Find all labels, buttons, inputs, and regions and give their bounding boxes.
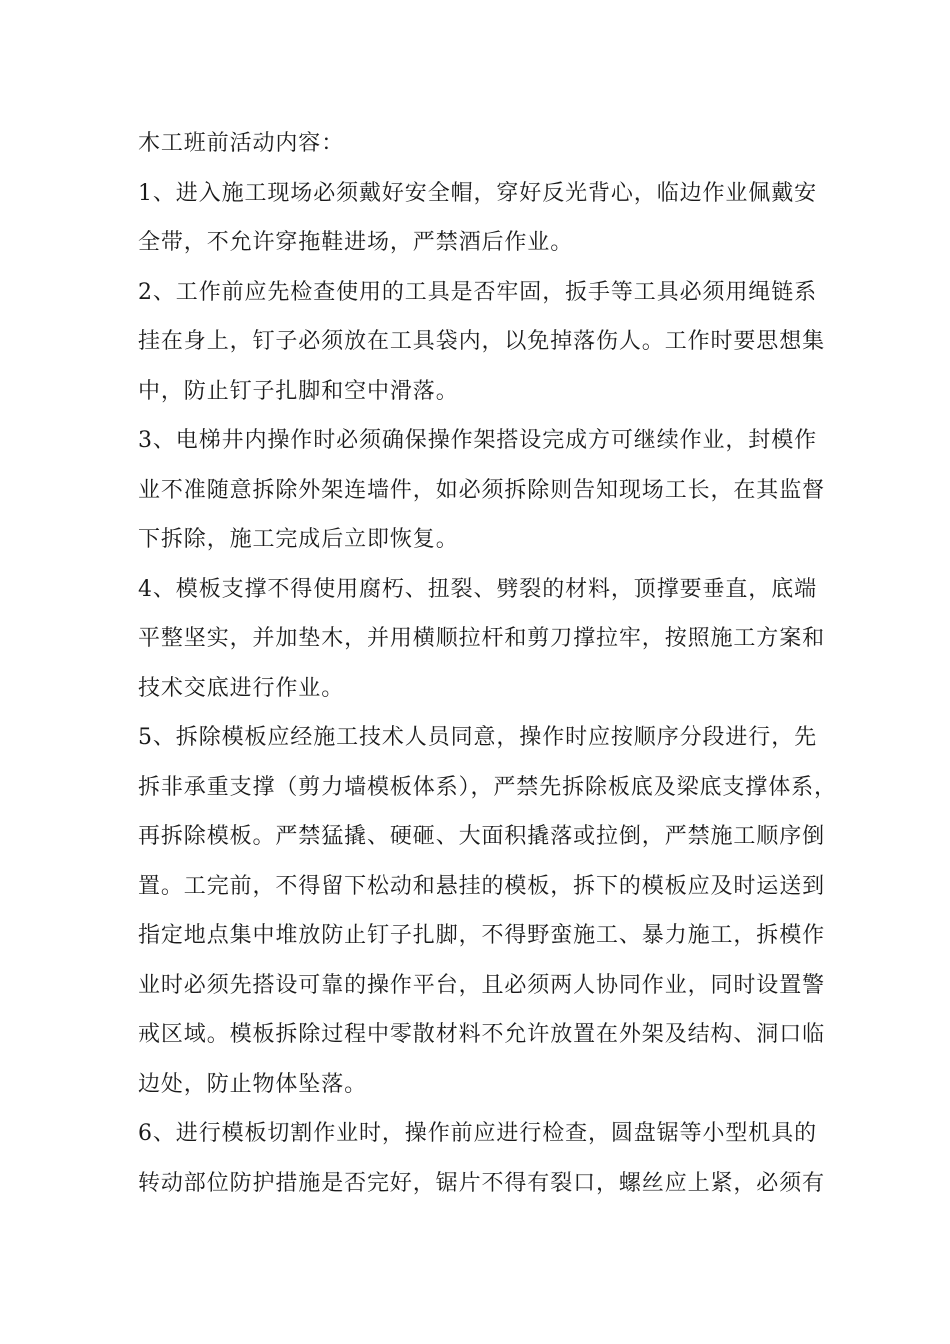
text-line: 戒区域。模板拆除过程中零散材料不允许放置在外架及结构、洞口临 xyxy=(138,1022,826,1047)
text-line: 中，防止钉子扎脚和空中滑落。 xyxy=(138,378,459,404)
text-line: 平整坚实，并加垫木，并用横顺拉杆和剪刀撑拉牢，按照施工方案和 xyxy=(138,626,826,651)
document-title: 木工班前活动内容： xyxy=(138,131,345,156)
text-line: 边处，防止物体坠落。 xyxy=(138,1071,368,1097)
text-line: 再拆除模板。严禁猛撬、硬砸、大面积撬落或拉倒，严禁施工顺序倒 xyxy=(138,824,826,849)
text-line: 置。工完前，不得留下松动和悬挂的模板，拆下的模板应及时运送到 xyxy=(138,873,826,899)
text-line: 指定地点集中堆放防止钉子扎脚，不得野蛮施工、暴力施工，拆模作 xyxy=(138,923,826,948)
text-line: 4、模板支撑不得使用腐朽、扭裂、劈裂的材料，顶撑要垂直，底端 xyxy=(138,576,817,602)
text-line: 拆非承重支撑（剪力墙模板体系），严禁先拆除板底及梁底支撑体系， xyxy=(138,774,837,800)
text-line: 转动部位防护措施是否完好，锯片不得有裂口，螺丝应上紧，必须有 xyxy=(138,1170,826,1196)
text-line: 1、进入施工现场必须戴好安全帽，穿好反光背心，临边作业佩戴安 xyxy=(138,180,817,206)
text-line: 6、进行模板切割作业时，操作前应进行检查，圆盘锯等小型机具的 xyxy=(138,1121,817,1146)
text-line: 2、工作前应先检查使用的工具是否牢固，扳手等工具必须用绳链系 xyxy=(138,279,817,305)
text-line: 5、拆除模板应经施工技术人员同意，操作时应按顺序分段进行，先 xyxy=(138,725,817,750)
text-line: 业不准随意拆除外架连墙件，如必须拆除则告知现场工长，在其监督 xyxy=(138,477,826,503)
text-line: 3、电梯井内操作时必须确保操作架搭设完成方可继续作业，封模作 xyxy=(138,428,817,453)
text-line: 挂在身上，钉子必须放在工具袋内，以免掉落伤人。工作时要思想集 xyxy=(138,329,826,354)
text-line: 技术交底进行作业。 xyxy=(138,675,345,701)
text-line: 业时必须先搭设可靠的操作平台，且必须两人协同作业，同时设置警 xyxy=(138,972,826,998)
text-line: 全带，不允许穿拖鞋进场，严禁酒后作业。 xyxy=(138,230,574,255)
document-body xyxy=(138,119,837,1208)
text-line: 下拆除，施工完成后立即恢复。 xyxy=(138,527,459,552)
